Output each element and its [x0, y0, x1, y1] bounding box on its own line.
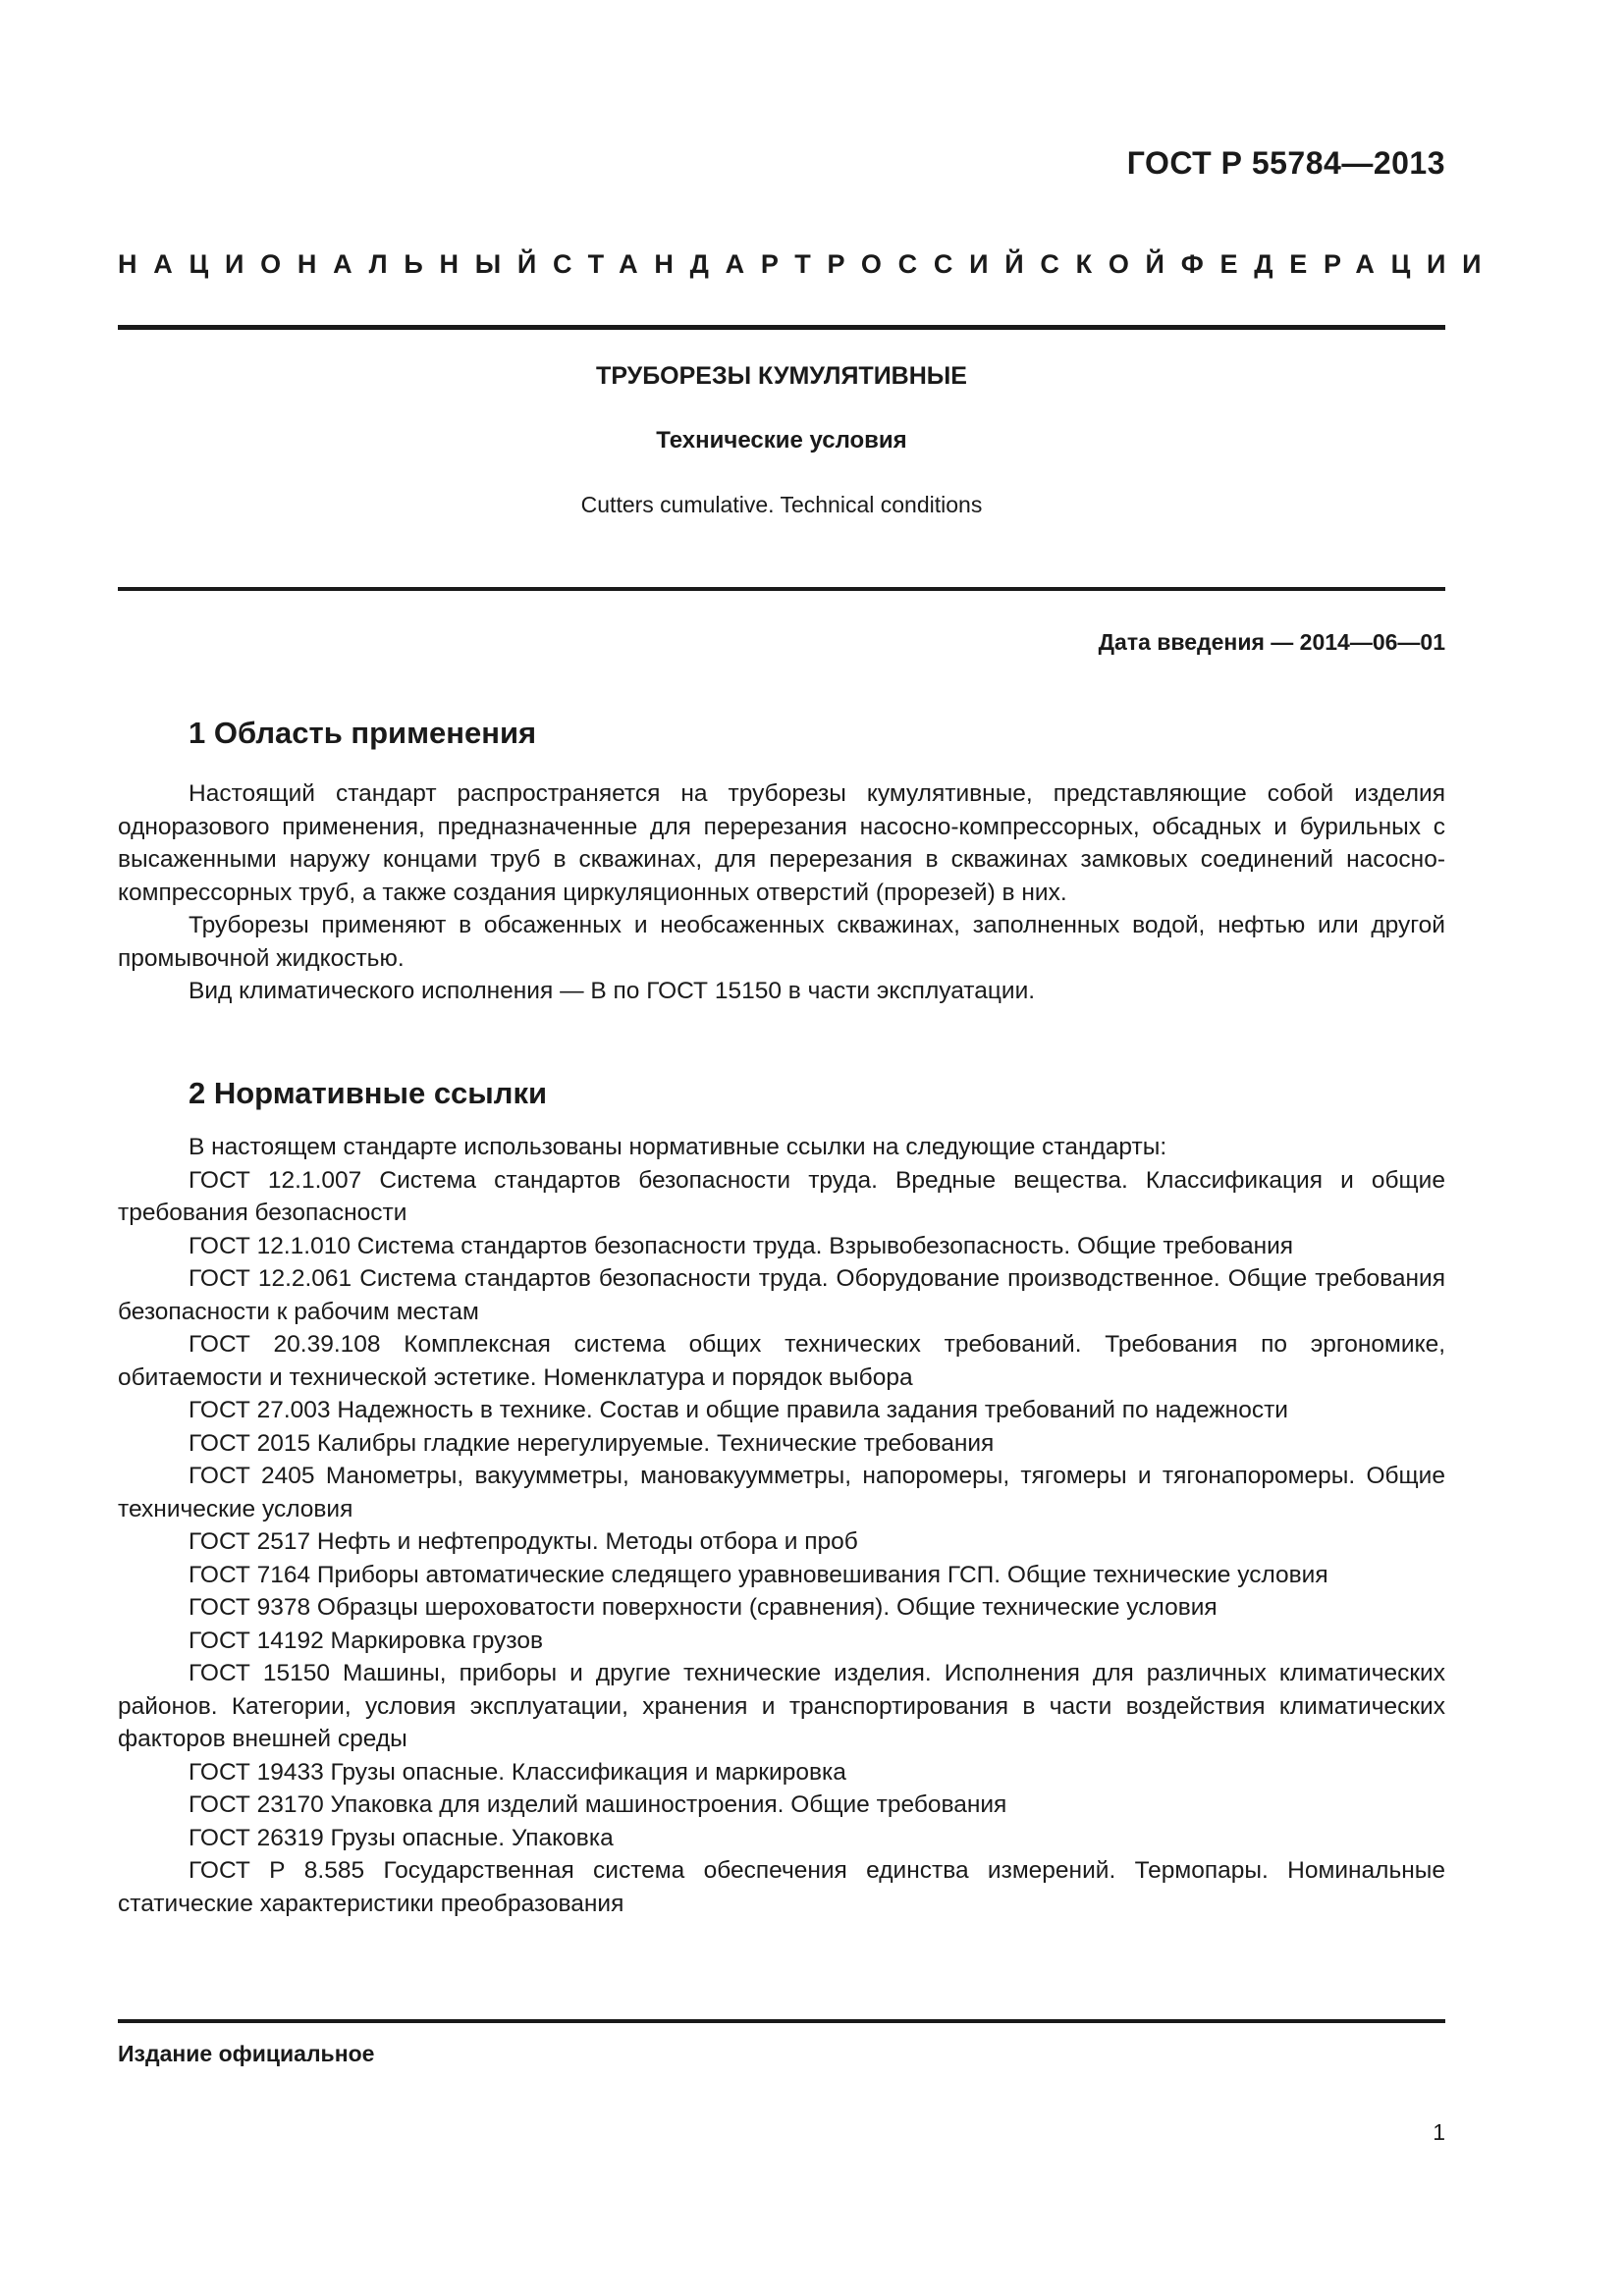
section-1-heading: 1 Область применения [189, 716, 537, 750]
reference-item: ГОСТ Р 8.585 Государственная система обеспечения единства измерений. Термопары. Номинальные статические характеристики преобразования [118, 1857, 1445, 1917]
reference-item: ГОСТ 26319 Грузы опасные. Упаковка [189, 1824, 614, 1851]
page-number: 1 [1433, 2119, 1445, 2145]
reference-item: ГОСТ 9378 Образцы шероховатости поверхности (сравнения). Общие технические условия [189, 1594, 1218, 1621]
reference-item: ГОСТ 2015 Калибры гладкие нерегулируемые. Технические требования [189, 1429, 995, 1457]
footer-rule [118, 2019, 1445, 2023]
paragraph: Труборезы применяют в обсаженных и необсаженных скважинах, заполненных водой, нефтью или другой промывочной жидкостью. [118, 912, 1445, 972]
reference-item: ГОСТ 20.39.108 Комплексная система общих технических требований. Требования по эргономике, обитаемости и технической эстетике. Номенклатура и порядок выбора [118, 1331, 1445, 1391]
document-page [118, 0, 1498, 2296]
national-title-word: РОССИЙСКОЙ [827, 249, 1181, 279]
paragraph: В настоящем стандарте использованы нормативные ссылки на следующие стандарты: [189, 1134, 1167, 1160]
reference-item: ГОСТ 7164 Приборы автоматические следящего уравновешивания ГСП. Общие технические условия [189, 1561, 1328, 1588]
reference-item: ГОСТ 19433 Грузы опасные. Классификация и маркировка [189, 1758, 846, 1786]
paragraph: Вид климатического исполнения — В по ГОСТ 15150 в части эксплуатации. [189, 978, 1036, 1004]
national-title-word: НАЦИОНАЛЬНЫЙ [118, 249, 554, 279]
reference-item: ГОСТ 2405 Манометры, вакуумметры, мановакуумметры, напоромеры, тягомеры и тягонапоромеры. Общие технические условия [118, 1463, 1445, 1522]
national-title-word: СТАНДАРТ [553, 249, 828, 279]
paragraph: Настоящий стандарт распространяется на труборезы кумулятивные, представляющие собой изделия одноразового применения, предназначенные для перерезания насосно-компрессорных, обсадных и бурильных с высаженными наружу концами труб в скважинах, для перерезания в скважинах замковых соединений насосно-компрессорных труб, а также создания циркуляционных отверстий (прорезей) в них. [118, 780, 1445, 906]
document-title: ТРУБОРЕЗЫ КУМУЛЯТИВНЫЕ [596, 362, 967, 390]
document-subtitle: Технические условия [656, 427, 907, 454]
section-2-heading: 2 Нормативные ссылки [189, 1076, 548, 1110]
national-standard-title [118, 249, 1498, 280]
official-edition-label: Издание официальное [118, 2041, 375, 2066]
reference-item: ГОСТ 14192 Маркировка грузов [189, 1627, 543, 1654]
section-1-body [118, 777, 1445, 1008]
reference-item: ГОСТ 12.1.010 Система стандартов безопасности труда. Взрывобезопасность. Общие требования [189, 1232, 1294, 1259]
national-title-word: ФЕДЕРАЦИИ [1180, 249, 1498, 279]
reference-item: ГОСТ 12.2.061 Система стандартов безопасности труда. Оборудование производственное. Общие требования безопасности к рабочим местам [118, 1265, 1445, 1325]
title-bottom-rule [118, 587, 1445, 591]
reference-item: ГОСТ 2517 Нефть и нефтепродукты. Методы отбора и проб [189, 1528, 858, 1555]
reference-item: ГОСТ 15150 Машины, приборы и другие технические изделия. Исполнения для различных климатических районов. Категории, условия эксплуатации, хранения и транспортирования в части воздействия климатических факторов внешней среды [118, 1660, 1445, 1752]
english-title: Cutters cumulative. Technical conditions [580, 492, 983, 517]
standard-number: ГОСТ Р 55784—2013 [1126, 145, 1445, 181]
section-2-body [118, 1131, 1445, 1920]
introduction-date: Дата введения — 2014—06—01 [1098, 629, 1445, 655]
reference-item: ГОСТ 12.1.007 Система стандартов безопасности труда. Вредные вещества. Классификация и общие требования безопасности [118, 1166, 1445, 1226]
reference-item: ГОСТ 27.003 Надежность в технике. Состав и общие правила задания требований по надежности [189, 1397, 1288, 1423]
top-rule [118, 325, 1445, 330]
reference-item: ГОСТ 23170 Упаковка для изделий машиностроения. Общие требования [189, 1791, 1007, 1818]
